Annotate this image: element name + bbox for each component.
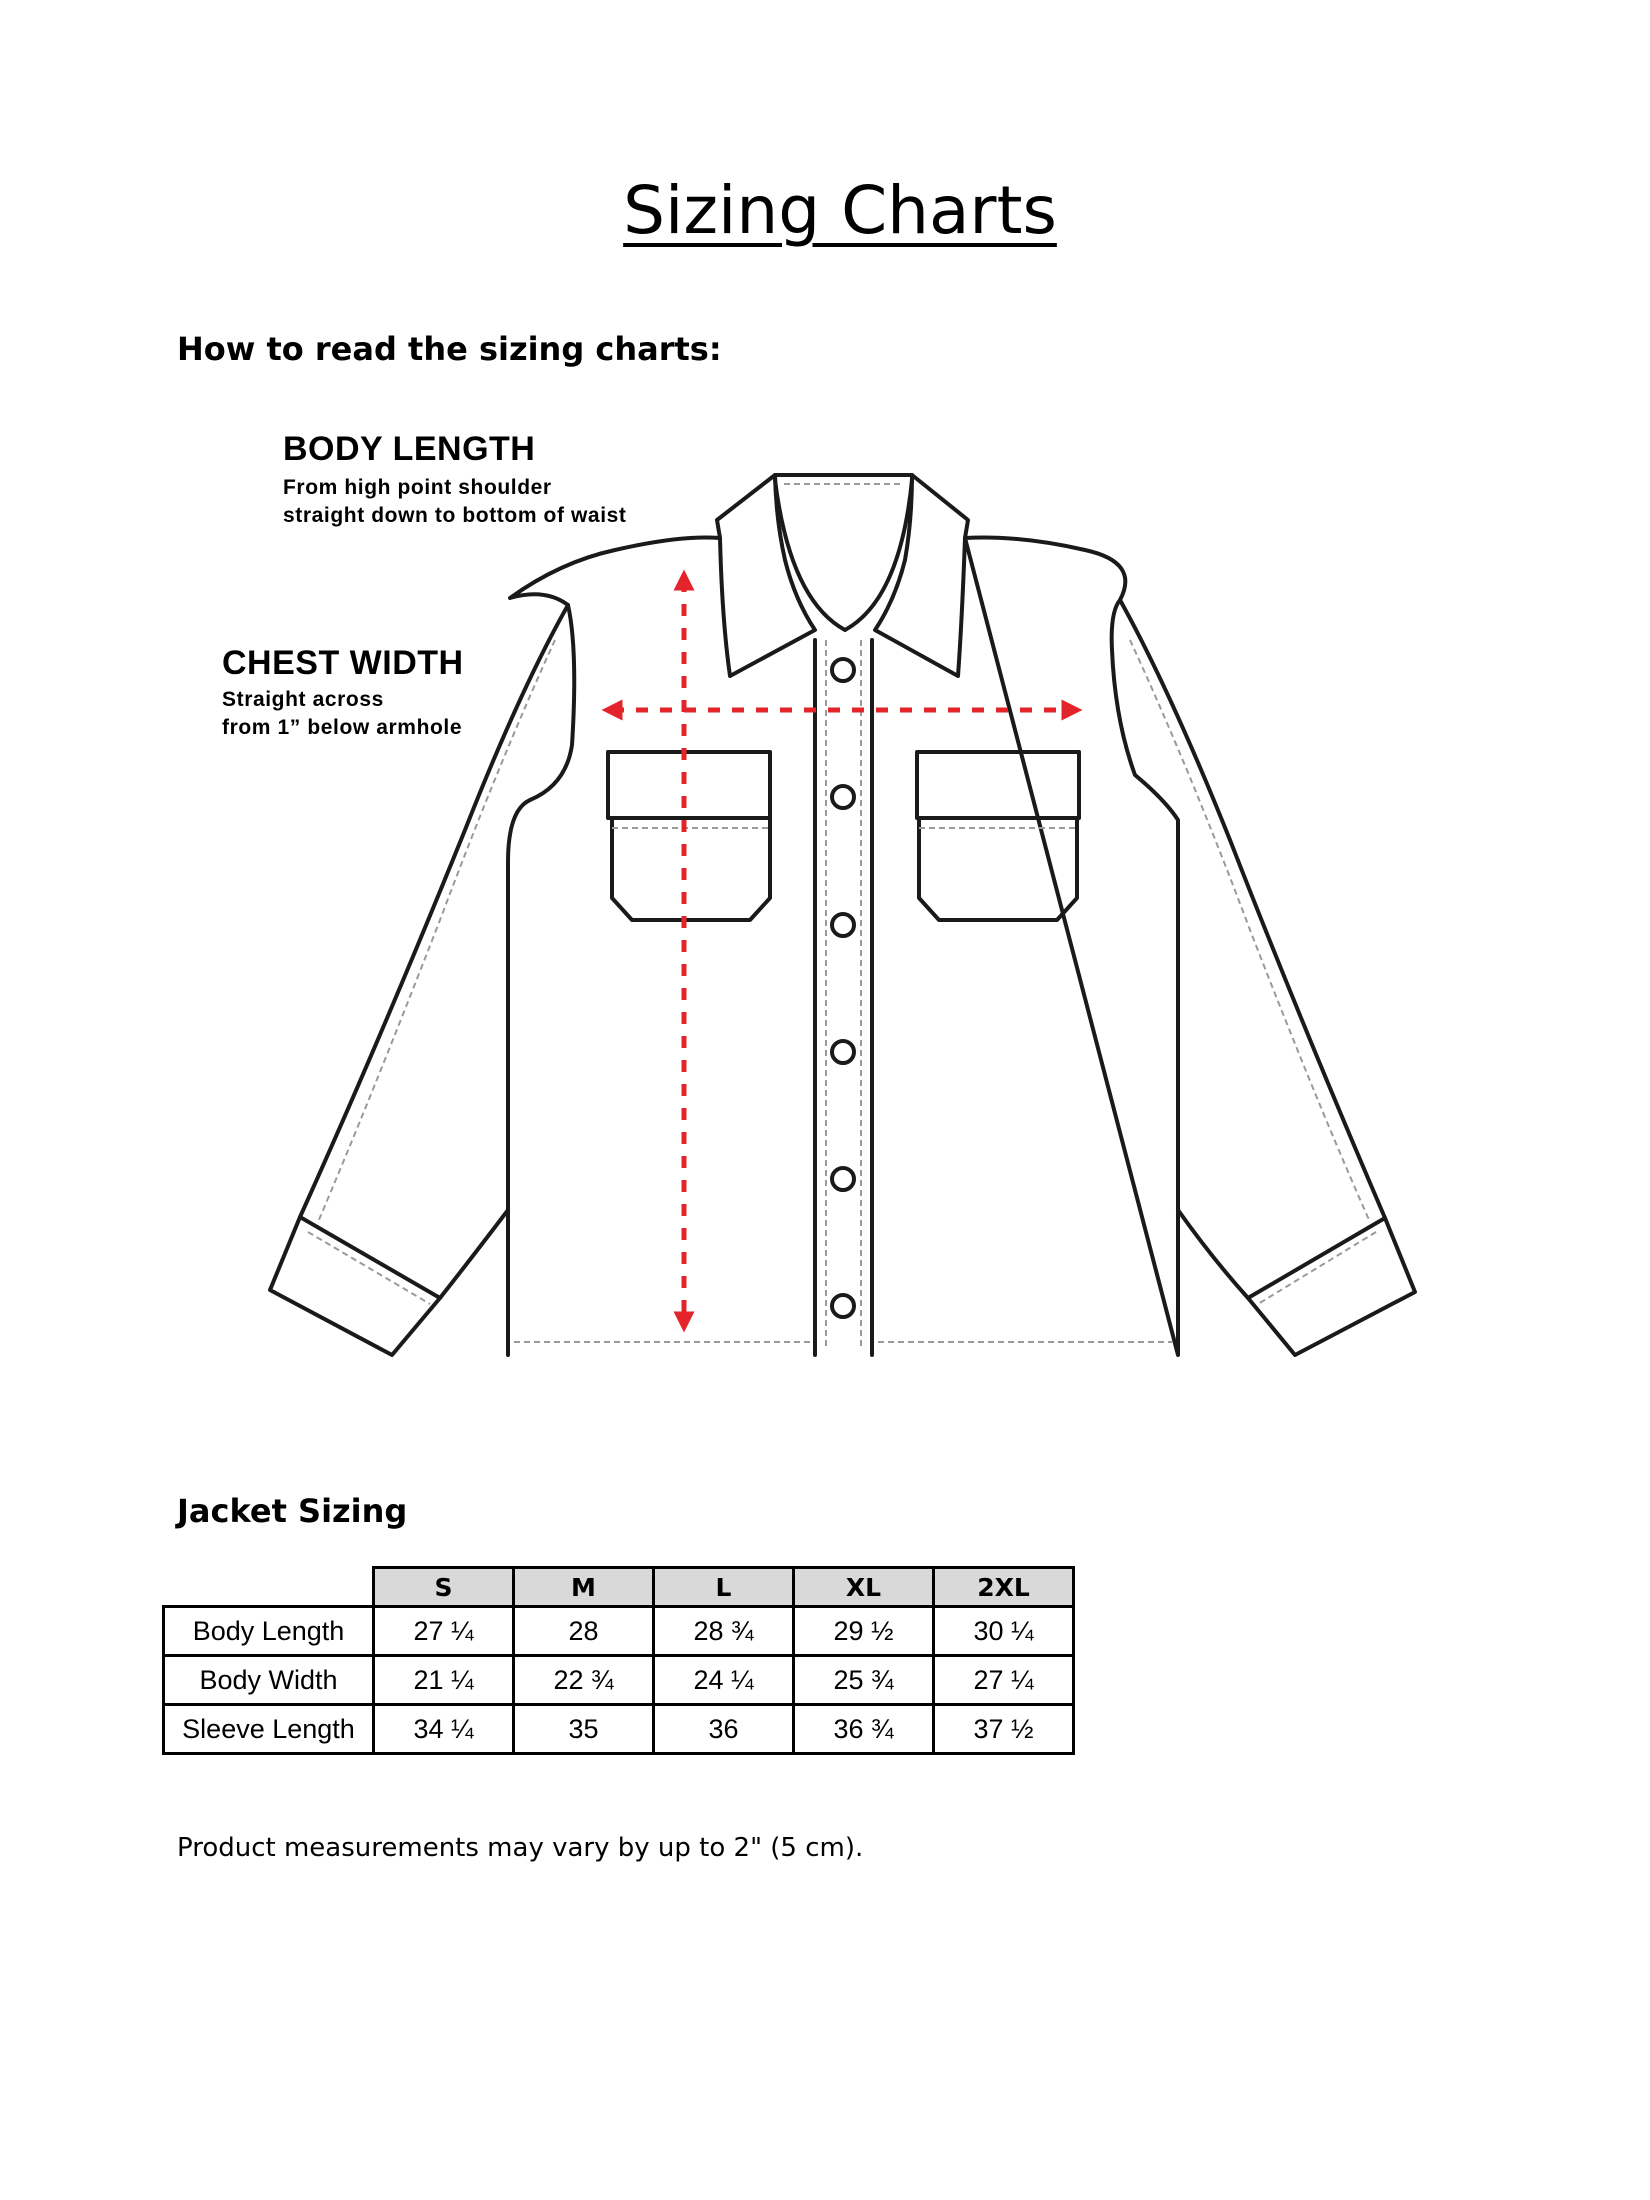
table-row [164,1705,1074,1754]
body-length-label: BODY LENGTH [283,430,536,468]
button-1 [832,659,854,681]
table-cell: 28 ¾ [654,1607,794,1656]
left-pocket-flap [608,752,770,818]
size-header-s: S [374,1568,514,1607]
table-cell: 34 ¼ [374,1705,514,1754]
row-label-body-width: Body Width [164,1656,374,1705]
button-2 [832,786,854,808]
table-cell: 24 ¼ [654,1656,794,1705]
button-6 [832,1295,854,1317]
table-cell: 36 ¾ [794,1705,934,1754]
jacket-sizing-table [162,1566,1075,1755]
size-header-l: L [654,1568,794,1607]
table-cell: 29 ½ [794,1607,934,1656]
chest-width-label: CHEST WIDTH [222,644,464,682]
size-header-xl: XL [794,1568,934,1607]
right-cuff-line [1248,1218,1385,1298]
button-placket [815,640,872,1355]
right-pocket-flap [917,752,1079,818]
stitching [308,484,1376,1350]
table-cell: 27 ¼ [374,1607,514,1656]
button-4 [832,1041,854,1063]
table-cell: 36 [654,1705,794,1754]
table-cell: 35 [514,1705,654,1754]
page-title: Sizing Charts [623,172,1057,249]
table-cell: 22 ¾ [514,1656,654,1705]
left-cuff-line [300,1217,440,1298]
table-cell: 27 ¼ [934,1656,1074,1705]
how-to-heading: How to read the sizing charts: [177,330,722,368]
header-corner [164,1568,374,1607]
button-3 [832,914,854,936]
size-header-2xl: 2XL [934,1568,1074,1607]
table-cell: 28 [514,1607,654,1656]
size-header-m: M [514,1568,654,1607]
row-label-body-length: Body Length [164,1607,374,1656]
jacket-sizing-heading: Jacket Sizing [177,1492,408,1530]
button-5 [832,1168,854,1190]
measurement-note: Product measurements may vary by up to 2" (5 cm). [177,1833,864,1863]
right-sleeve-outline [1120,600,1415,1355]
table-row [164,1656,1074,1705]
row-label-sleeve-length: Sleeve Length [164,1705,374,1754]
table-header-row [164,1568,1074,1607]
table-cell: 37 ½ [934,1705,1074,1754]
table-cell: 25 ¾ [794,1656,934,1705]
left-sleeve-outline [270,605,568,1355]
table-cell: 21 ¼ [374,1656,514,1705]
table-row [164,1607,1074,1656]
left-pocket [612,818,770,920]
neckline [775,480,912,630]
table-cell: 30 ¼ [934,1607,1074,1656]
body-length-description: From high point shoulder straight down to bottom of waist [283,476,627,527]
chest-width-description: Straight across from 1” below armhole [222,688,463,739]
